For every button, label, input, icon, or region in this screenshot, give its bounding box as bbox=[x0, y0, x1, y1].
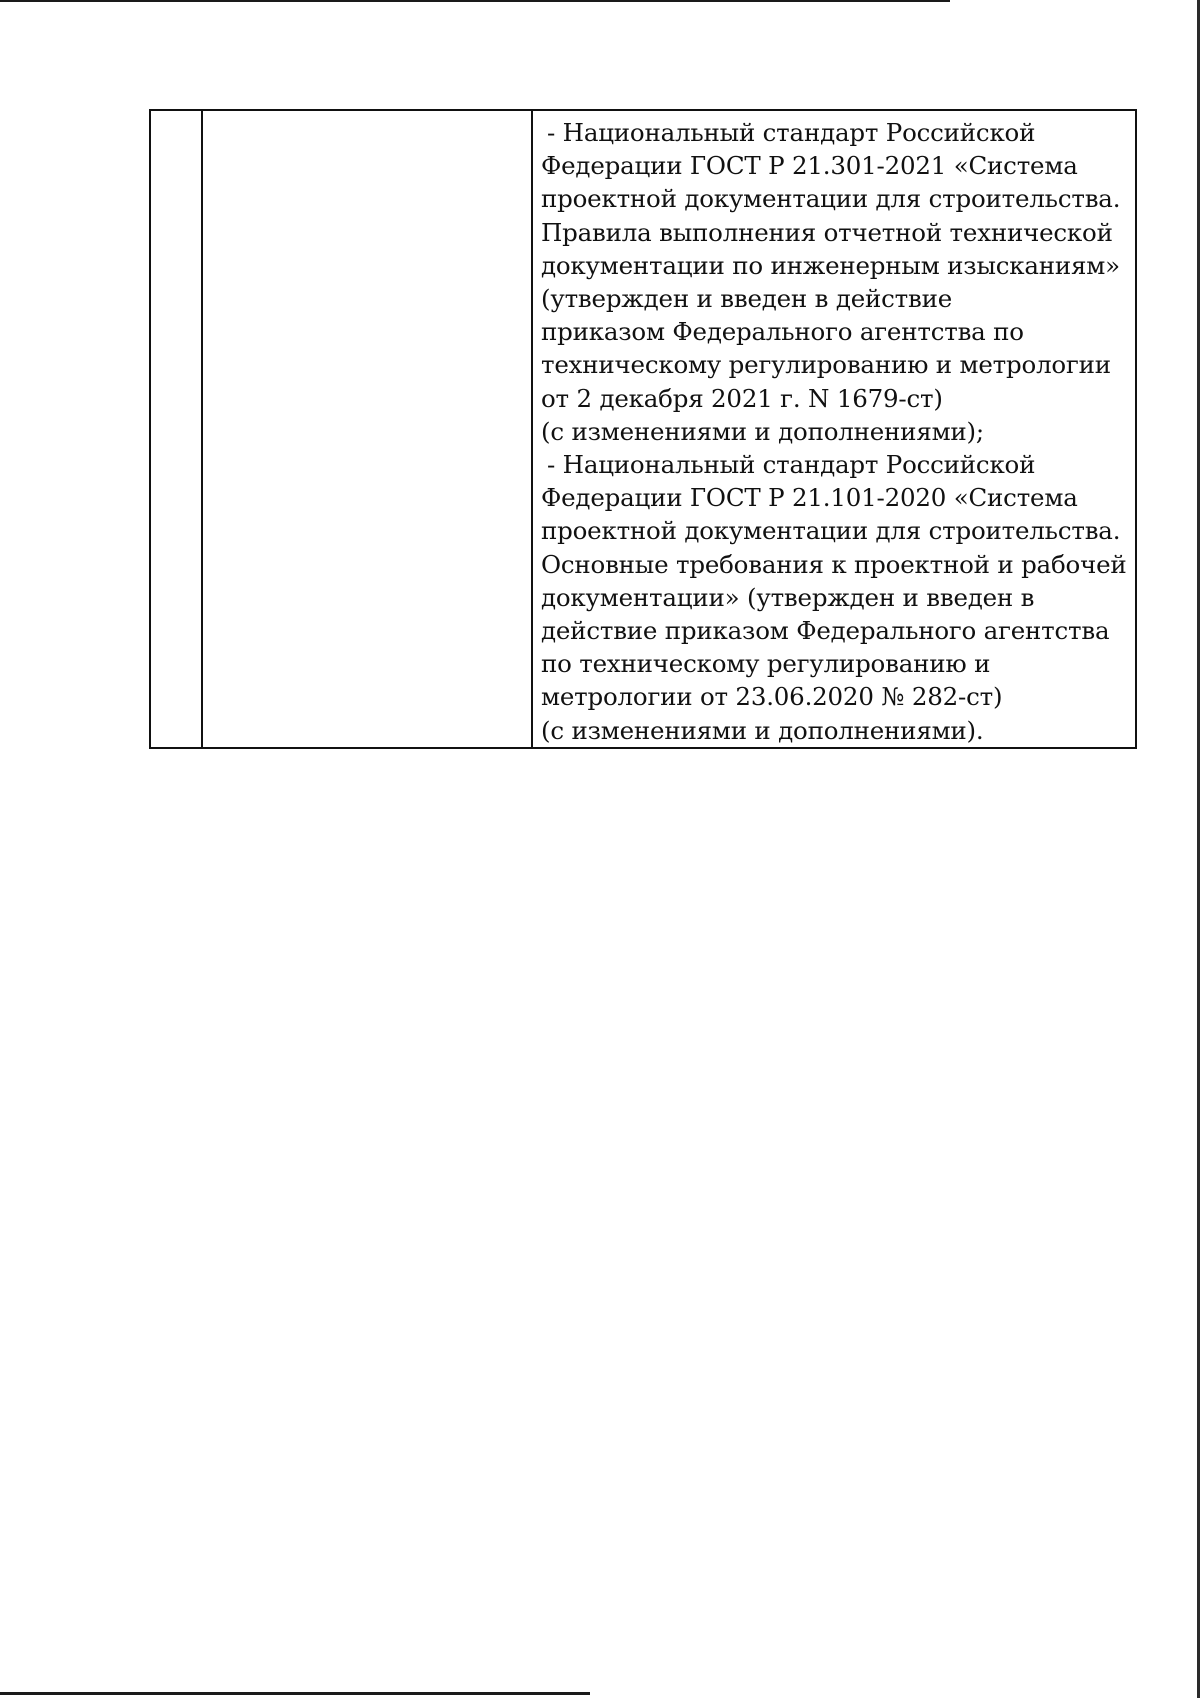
doc-text-line: действие приказом Федерального агентства bbox=[541, 616, 1110, 646]
doc-text-line: документации по инженерным изысканиям» bbox=[541, 250, 1120, 280]
doc-text-line: (с изменениями и дополнениями); bbox=[541, 416, 984, 446]
doc-text-line: проектной документации для строительства. bbox=[541, 184, 1121, 214]
doc-text-line: Федерации ГОСТ Р 21.301-2021 «Система bbox=[541, 151, 1078, 181]
doc-text-line: приказом Федерального агентства по bbox=[541, 317, 1024, 347]
doc-text-line: техническому регулированию и метрологии bbox=[541, 350, 1111, 380]
row-documents-cell bbox=[532, 110, 1136, 748]
doc-text-line: - Национальный стандарт Российской bbox=[547, 450, 1036, 480]
doc-text-line: от 2 декабря 2021 г. N 1679-ст) bbox=[541, 383, 943, 413]
doc-text-line: Правила выполнения отчетной технической bbox=[541, 217, 1113, 247]
doc-text-line: (с изменениями и дополнениями). bbox=[541, 715, 984, 745]
row-number-cell bbox=[150, 110, 202, 748]
doc-text-line: метрологии от 23.06.2020 № 282-ст) bbox=[541, 682, 1003, 712]
scan-edge-top bbox=[0, 0, 950, 2]
doc-text-line: Основные требования к проектной и рабочей bbox=[541, 549, 1127, 579]
row-name-cell bbox=[202, 110, 532, 748]
doc-text-line: Федерации ГОСТ Р 21.101-2020 «Система bbox=[541, 483, 1078, 513]
standards-table bbox=[149, 109, 1137, 749]
doc-text-line: - Национальный стандарт Российской bbox=[547, 118, 1036, 147]
scan-edge-bottom bbox=[0, 1692, 590, 1695]
doc-text-line: документации» (утвержден и введен в bbox=[541, 582, 1035, 612]
doc-text-line: по техническому регулированию и bbox=[541, 649, 991, 679]
table-row bbox=[150, 110, 1136, 748]
doc-text-line: (утвержден и введен в действие bbox=[541, 284, 953, 314]
doc-text-line: проектной документации для строительства. bbox=[541, 516, 1121, 546]
